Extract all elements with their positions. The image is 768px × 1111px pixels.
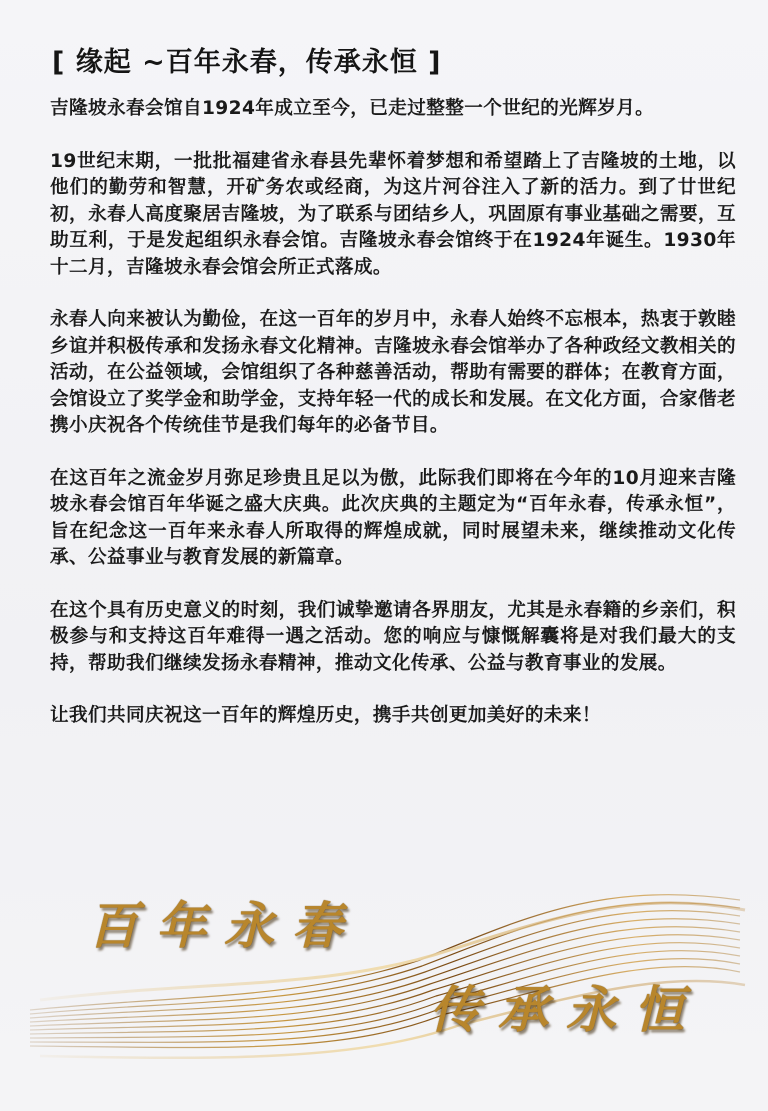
- slogan-line-2: 传承永恒: [430, 980, 702, 1039]
- page-title: [ 缘起 ~百年永春，传承永恒 ]: [52, 47, 442, 78]
- paragraph-4: 在这百年之流金岁月弥足珍贵且足以为傲，此际我们即将在今年的10月迎来吉隆坡永春会馆百年华诞之盛大庆典。此次庆典的主题定为“百年永春，传承永恒”，旨在纪念这一百年来永春人所取得的辉煌成就，同时展望未来，继续推动文化传承、公益事业与教育发展的新篇章。: [50, 467, 736, 568]
- paragraph-2: 19世纪末期，一批批福建省永春县先辈怀着梦想和希望踏上了吉隆坡的土地，以他们的勤劳和智慧，开矿务农或经商，为这片河谷注入了新的活力。到了廿世纪初，永春人高度聚居吉隆坡，为了联系与团结乡人，巩固原有事业基础之需要，互助互利，于是发起组织永春会馆。吉隆坡永春会馆终于在1924年诞生。1930年十二月，吉隆坡永春会馆会所正式落成。: [50, 150, 736, 278]
- paragraph-5: 在这个具有历史意义的时刻，我们诚挚邀请各界朋友，尤其是永春籍的乡亲们，积极参与和支持这百年难得一遇之活动。您的响应与慷慨解囊将是对我们最大的支持，帮助我们继续发扬永春精神，推动文化传承、公益与教育事业的发展。: [50, 599, 736, 674]
- slogan-line-1: 百年永春: [88, 896, 360, 955]
- paragraph-6: 让我们共同庆祝这一百年的辉煌历史，携手共创更加美好的未来！: [50, 705, 601, 726]
- paragraph-3: 永春人向来被认为勤俭，在这一百年的岁月中，永春人始终不忘根本，热衷于敦睦乡谊并积极传承和发扬永春文化精神。吉隆坡永春会馆举办了各种政经文教相关的活动，在公益领域，会馆组织了各种慈善活动，帮助有需要的群体；在教育方面，会馆设立了奖学金和助学金，支持年轻一代的成长和发展。在文化方面，合家偕老携小庆祝各个传统佳节是我们每年的必备节目。: [50, 309, 736, 436]
- article-body: [50, 96, 736, 756]
- paragraph-1: 吉隆坡永春会馆自1924年成立至今，已走过整整一个世纪的光辉岁月。: [50, 98, 655, 119]
